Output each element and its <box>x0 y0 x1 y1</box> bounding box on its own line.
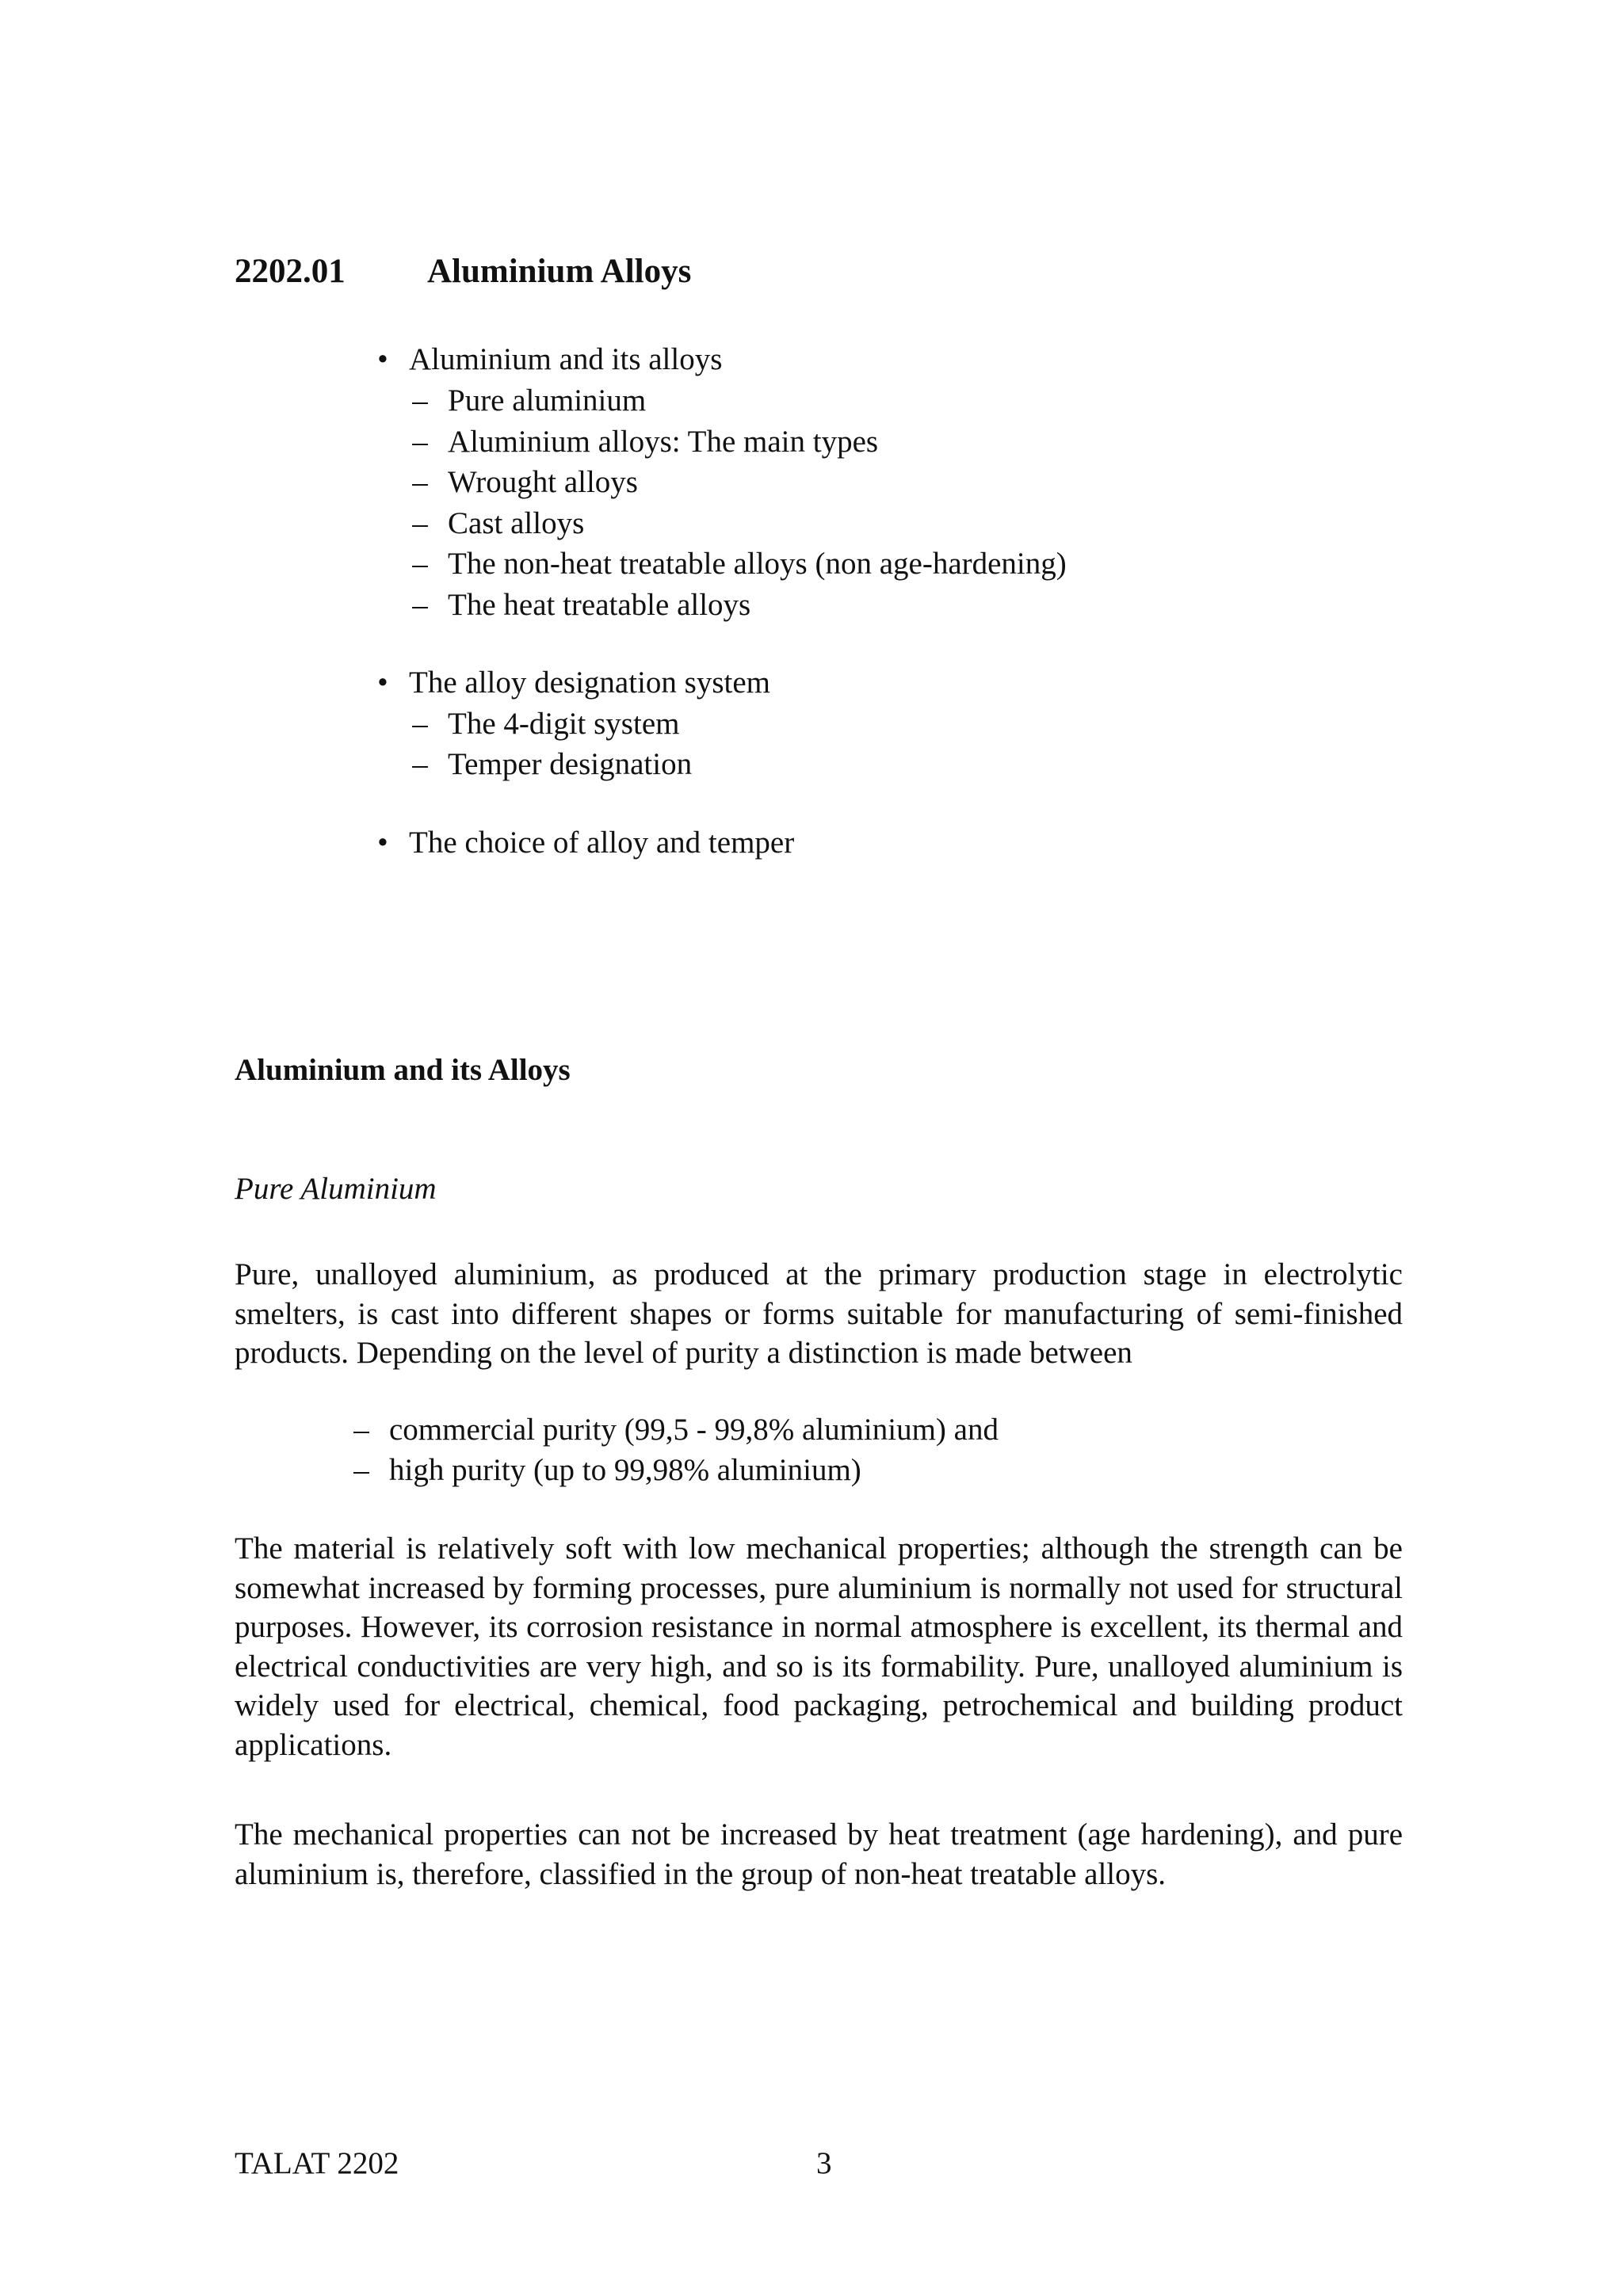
body-paragraph: The mechanical properties can not be increased by heat treatment (age hardening), and pure aluminium is, therefore, classified in the group of non-heat treatable alloys. <box>235 1817 1403 1891</box>
dash-icon: – <box>412 547 428 581</box>
dash-icon: – <box>353 1413 369 1447</box>
outline-subitem-label: The heat treatable alloys <box>448 588 751 622</box>
purity-list-item <box>353 1453 861 1488</box>
outline-subitem-label: Aluminium alloys: The main types <box>448 425 879 459</box>
outline-bullet-label: The alloy designation system <box>409 666 771 700</box>
outline-subitem <box>412 547 1067 582</box>
outline-subitem <box>412 465 638 500</box>
bullet-icon: • <box>377 826 388 860</box>
outline-bullet <box>377 826 795 860</box>
bullet-icon: • <box>377 342 388 376</box>
dash-icon: – <box>412 425 428 459</box>
dash-icon: – <box>412 465 428 499</box>
outline-subitem <box>412 707 680 742</box>
outline-subitem <box>412 383 647 418</box>
outline-subitem-label: The 4-digit system <box>448 707 680 741</box>
purity-list-item <box>353 1413 999 1447</box>
outline-subitem-label: Wrought alloys <box>448 465 638 499</box>
outline-bullet-label: The choice of alloy and temper <box>409 826 795 860</box>
outline-subitem <box>412 506 585 541</box>
purity-list-item-label: commercial purity (99,5 - 99,8% aluminium) and <box>389 1413 999 1447</box>
outline-subitem-label: Pure aluminium <box>448 383 647 418</box>
dash-icon: – <box>412 747 428 781</box>
body-paragraph: The material is relatively soft with low mechanical properties; although the strength can be somewhat increased by forming processes, pure aluminium is normally not used for structural purposes. However, its corrosion resistance in normal atmosphere is excellent, its thermal and electrical conductivities are very high, and so is its formability. Pure, unalloyed aluminium is widely used for electrical, chemical, food packaging, petrochemical and building product applications. <box>235 1531 1403 1762</box>
chapter-heading <box>235 252 691 291</box>
chapter-number: 2202.01 <box>235 253 346 290</box>
outline-subitem <box>412 588 751 623</box>
section-heading: Aluminium and its Alloys <box>235 1053 571 1087</box>
outline-subitem-label: Temper designation <box>448 747 693 781</box>
purity-list-item-label: high purity (up to 99,98% aluminium) <box>389 1453 861 1487</box>
dash-icon: – <box>412 506 428 540</box>
dash-icon: – <box>353 1453 369 1487</box>
footer-document-id: TALAT 2202 <box>235 2146 399 2180</box>
outline-bullet-label: Aluminium and its alloys <box>409 342 723 376</box>
dash-icon: – <box>412 588 428 622</box>
outline-bullet <box>377 666 771 700</box>
outline-bullet <box>377 342 723 377</box>
footer-page-number: 3 <box>816 2146 832 2180</box>
chapter-title: Aluminium Alloys <box>427 253 692 290</box>
dash-icon: – <box>412 383 428 418</box>
outline-subitem-label: The non-heat treatable alloys (non age-hardening) <box>448 547 1067 581</box>
dash-icon: – <box>412 707 428 741</box>
bullet-icon: • <box>377 666 388 700</box>
outline-subitem <box>412 747 693 782</box>
outline-subitem-label: Cast alloys <box>448 506 585 540</box>
subsection-heading: Pure Aluminium <box>235 1172 437 1206</box>
outline-subitem <box>412 425 879 460</box>
body-paragraph: Pure, unalloyed aluminium, as produced at the primary production stage in electrolytic smelters, is cast into different shapes or forms suitable for manufacturing of semi-finished products. Depending on the level of purity a distinction is made between <box>235 1257 1403 1370</box>
